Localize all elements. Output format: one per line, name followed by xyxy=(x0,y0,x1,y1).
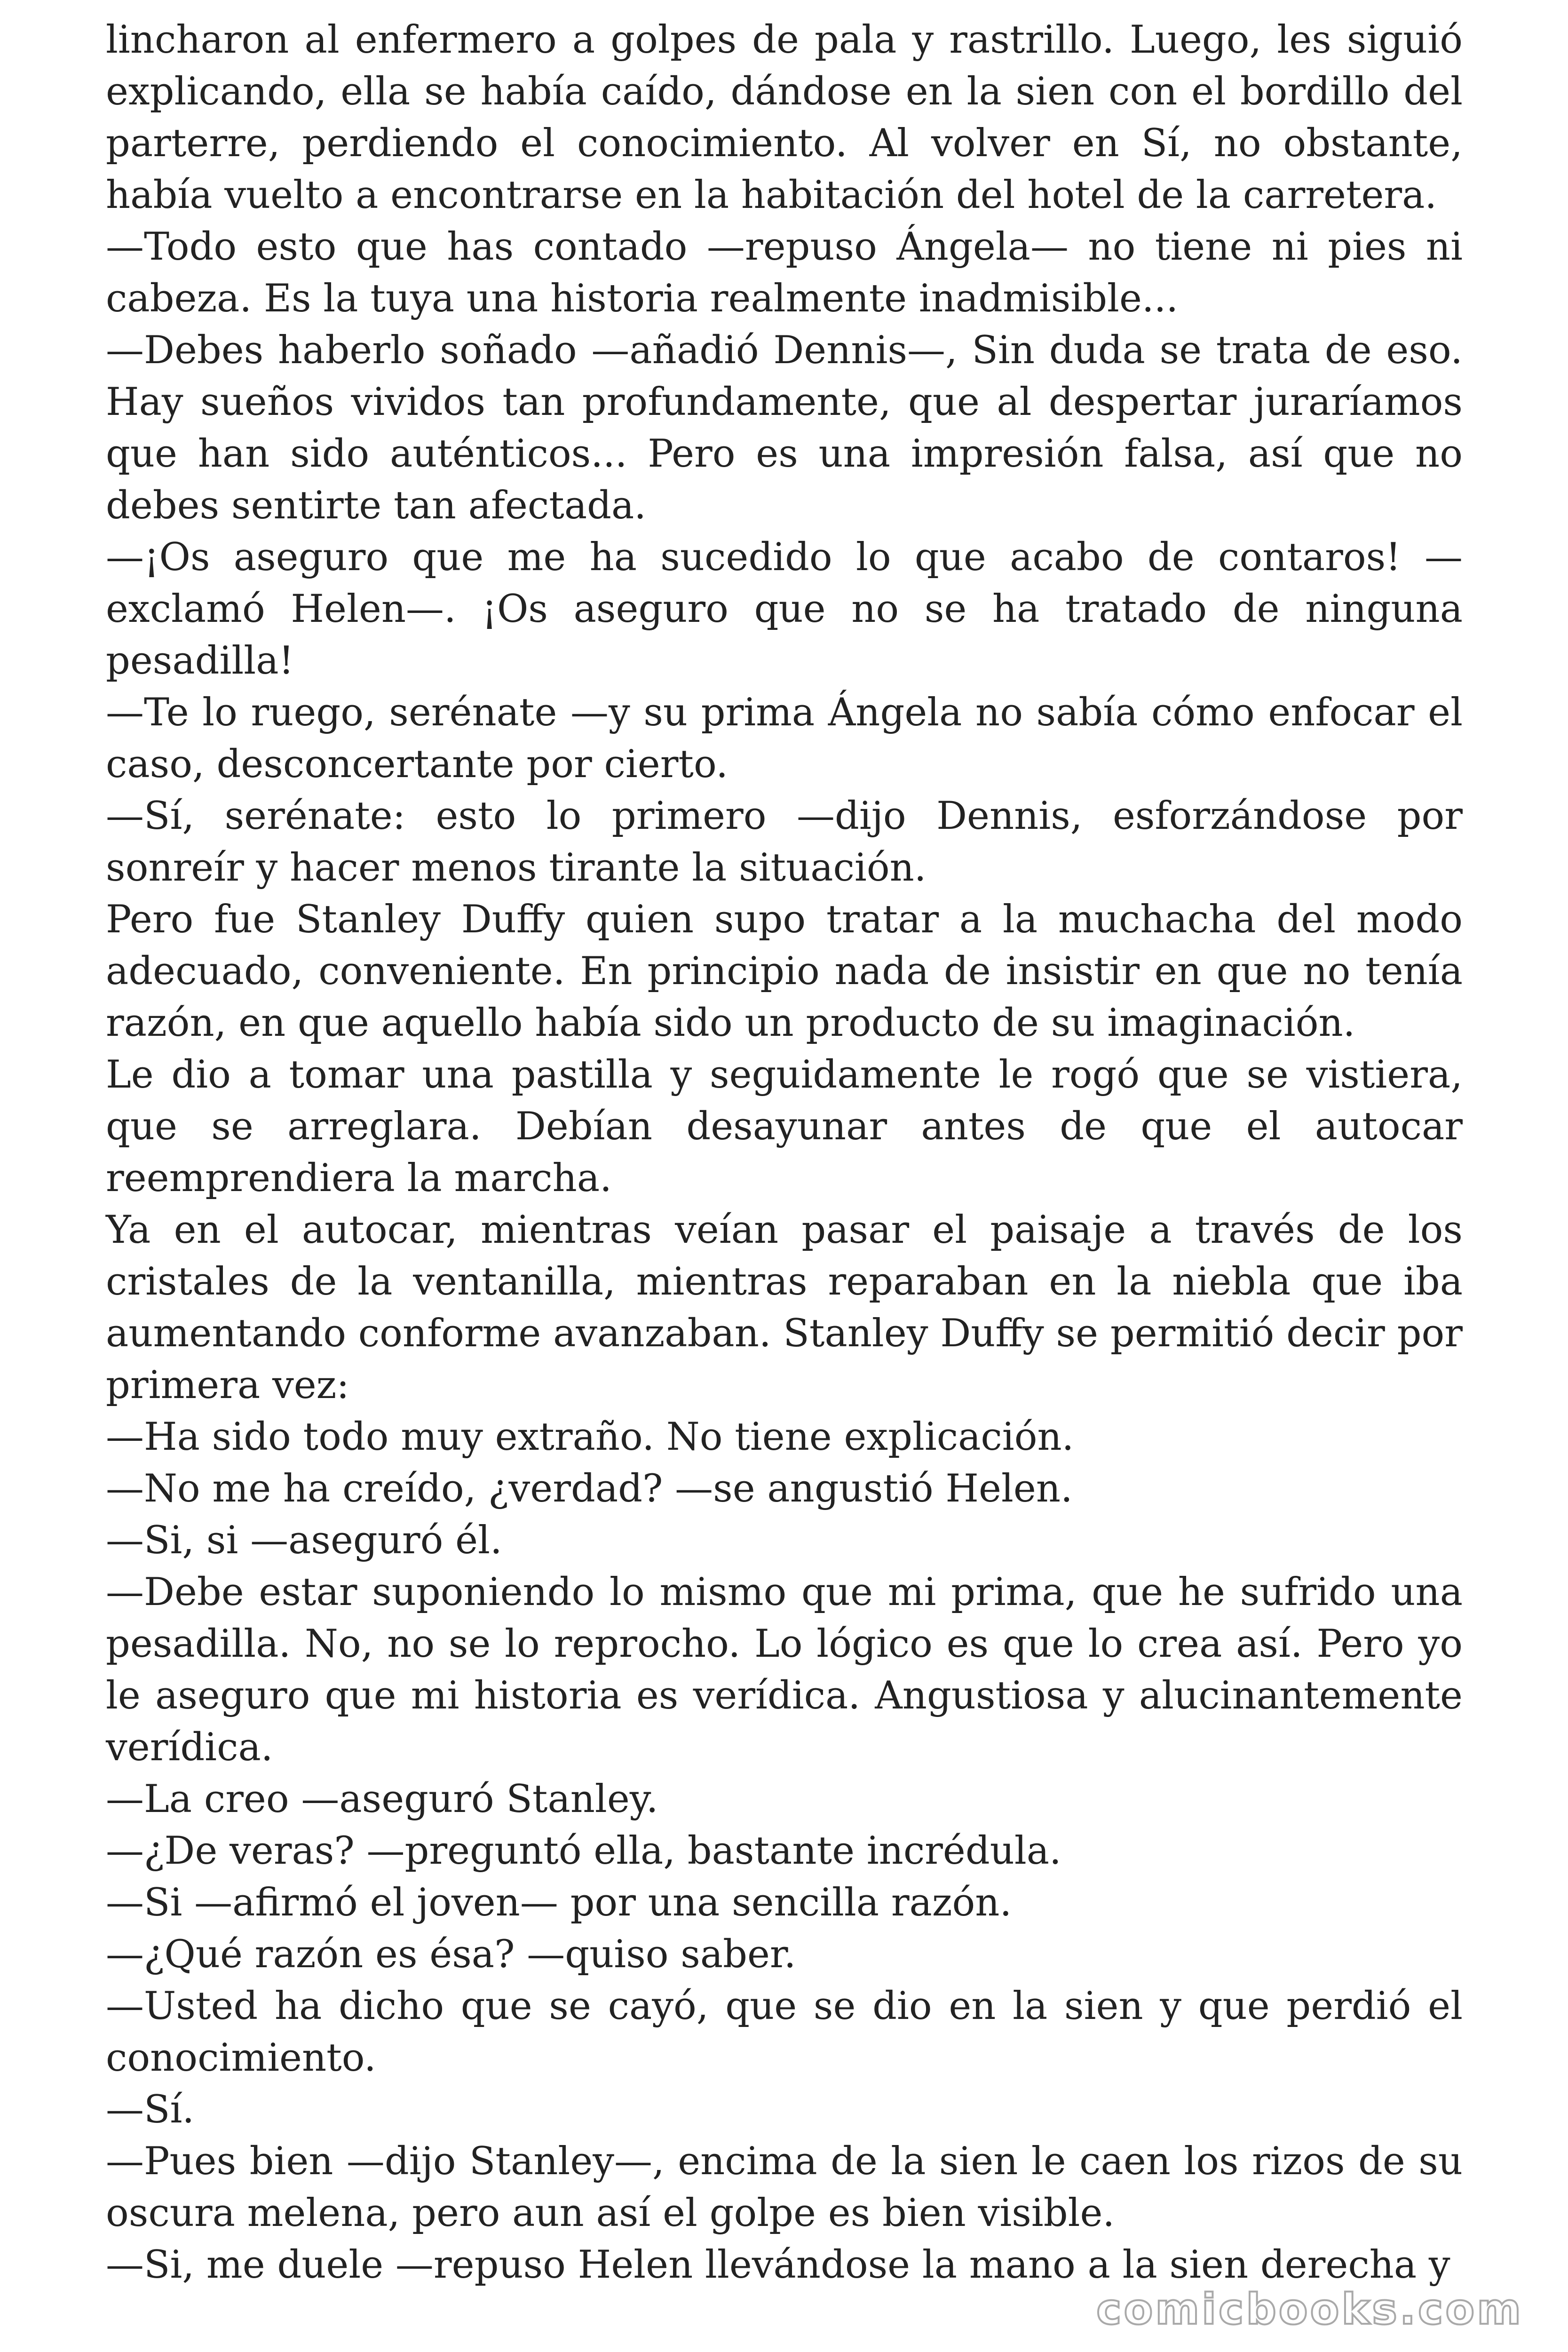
paragraph: —Debe estar suponiendo lo mismo que mi prima, que he sufrido una pesadilla. No, no se lo reprocho. Lo lógico es que lo crea así. Pero yo le aseguro que mi historia es verídica. Angustiosa y alucinantemente verídica. xyxy=(106,1570,1463,1770)
paragraph: Ya en el autocar, mientras veían pasar el paisaje a través de los cristales de la ventanilla, mientras reparaban en la niebla que iba aumentando conforme avanzaban. Stanley Duffy se permitió decir por primera vez: xyxy=(106,1208,1463,1407)
paragraph: —Te lo ruego, serénate —y su prima Ángela no sabía cómo enfocar el caso, desconcertante por cierto. xyxy=(106,691,1463,787)
paragraph: —Si, si —aseguró él. xyxy=(106,1518,502,1563)
paragraph: —Debes haberlo soñado —añadió Dennis—, Sin duda se trata de eso. Hay sueños vividos tan profundamente, que al despertar juraríamos que han sido auténticos... Pero es una impresión falsa, así que no debes sentirte tan afectada. xyxy=(106,328,1463,528)
book-page xyxy=(106,14,1463,2319)
paragraph: —Sí. xyxy=(106,2088,195,2132)
paragraph: Pero fue Stanley Duffy quien supo tratar a la muchacha del modo adecuado, conveniente. En principio nada de insistir en que no tenía razón, en que aquello había sido un producto de su imaginación. xyxy=(106,898,1463,1045)
paragraph: —Pues bien —dijo Stanley—, encima de la sien le caen los rizos de su oscura melena, pero aun así el golpe es bien visible. xyxy=(106,2139,1463,2235)
paragraph: Le dio a tomar una pastilla y seguidamente le rogó que se vistiera, que se arreglara. Debían desayunar antes de que el autocar reemprendiera la marcha. xyxy=(106,1053,1463,1200)
paragraph: —Sí, serénate: esto lo primero —dijo Dennis, esforzándose por sonreír y hacer menos tirante la situación. xyxy=(106,794,1463,890)
paragraph: —Todo esto que has contado —repuso Ángela— no tiene ni pies ni cabeza. Es la tuya una historia realmente inadmisible... xyxy=(106,225,1463,321)
paragraph: —¡Os aseguro que me ha sucedido lo que acabo de contaros! —exclamó Helen—. ¡Os aseguro que no se ha tratado de ninguna pesadilla! xyxy=(106,535,1463,683)
paragraph: —Usted ha dicho que se cayó, que se dio en la sien y que perdió el conocimiento. xyxy=(106,1984,1463,2080)
paragraph: —Si, me duele —repuso Helen llevándose la mano a la sien derecha y xyxy=(106,2243,1450,2287)
paragraph: —Ha sido todo muy extraño. No tiene explicación. xyxy=(106,1415,1074,1459)
paragraph: —Si —afirmó el joven— por una sencilla razón. xyxy=(106,1881,1012,1925)
watermark: comicbooks.com xyxy=(1096,2285,1523,2334)
paragraph: —¿Qué razón es ésa? —quiso saber. xyxy=(106,1932,796,1977)
paragraph: —¿De veras? —preguntó ella, bastante incrédula. xyxy=(106,1829,1061,1873)
paragraph: lincharon al enfermero a golpes de pala y rastrillo. Luego, les siguió explicando, ella se había caído, dándose en la sien con el bordillo del parterre, perdiendo el conocimiento. Al volver en Sí, no obstante, había vuelto a encontrarse en la habitación del hotel de la carretera. xyxy=(106,18,1463,217)
paragraph: —No me ha creído, ¿verdad? —se angustió Helen. xyxy=(106,1467,1073,1511)
paragraph: —La creo —aseguró Stanley. xyxy=(106,1777,658,1821)
